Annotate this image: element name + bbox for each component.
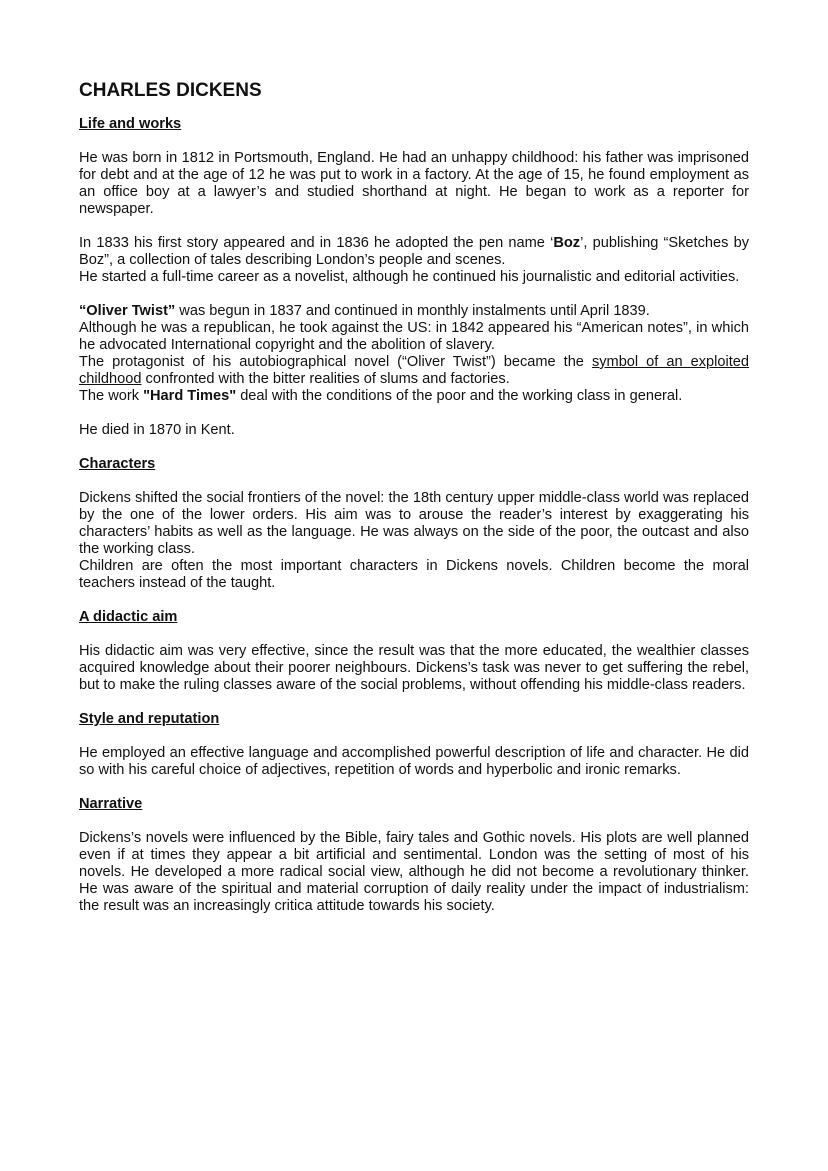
paragraph <box>79 303 749 405</box>
text: The protagonist of his autobiographical novel (“Oliver Twist”) became the <box>79 354 592 370</box>
section-heading: Narrative <box>79 796 143 812</box>
text: The work <box>79 388 144 404</box>
text: Dickens shifted the social frontiers of the novel: the 18th century upper middle-class world was replaced by the one of the lower orders. His aim was to arouse the reader’s interest by exaggerating his characters’ habits as well as the language. He was always on the side of the poor, the outcast and also the working class. <box>79 490 749 557</box>
section-characters <box>79 456 749 592</box>
paragraph: He employed an effective language and accomplished powerful description of life and character. He did so with his careful choice of adjectives, repetition of words and hyperbolic and ironic remarks. <box>79 745 749 778</box>
section-heading: Life and works <box>79 116 182 132</box>
paragraph: Dickens’s novels were influenced by the Bible, fairy tales and Gothic novels. His plots are well planned even if at times they appear a bit artificial and sentimental. London was the setting of most of his novels. He developed a more radical social view, although he did not become a revolutionary thinker. He was aware of the spiritual and material corruption of daily reality under the impact of industrialism: the result was an increasingly critica attitude towards his society. <box>79 830 749 914</box>
text: was begun in 1837 and continued in monthly instalments until April 1839. <box>175 303 650 319</box>
paragraph: He died in 1870 in Kent. <box>79 422 235 438</box>
document-title: CHARLES DICKENS <box>79 80 262 101</box>
document-page <box>79 79 749 932</box>
section-didactic-aim <box>79 609 749 694</box>
paragraph: His didactic aim was very effective, since the result was that the more educated, the wealthier classes acquired knowledge about their poorer neighbours. Dickens’s task was never to get suffering the rebel, but to make the ruling classes aware of the social problems, without offending his middle-class readers. <box>79 643 749 693</box>
text: Although he was a republican, he took against the US: in 1842 appeared his “American notes”, in which he advocated International copyright and the abolition of slavery. <box>79 320 749 353</box>
section-life-and-works <box>79 116 749 439</box>
bold-text: "Hard Times" <box>143 388 237 404</box>
bold-text: “Oliver Twist” <box>79 303 176 319</box>
section-heading: Characters <box>79 456 156 472</box>
text: In 1833 his first story appeared and in 1836 he adopted the pen name ‘ <box>79 235 554 251</box>
section-narrative <box>79 796 749 915</box>
bold-text: Boz <box>553 235 581 251</box>
text: He started a full-time career as a novelist, although he continued his journalistic and editorial activities. <box>79 269 740 285</box>
paragraph <box>79 235 749 286</box>
text: Children are often the most important characters in Dickens novels. Children become the moral teachers instead of the taught. <box>79 558 749 591</box>
paragraph: He was born in 1812 in Portsmouth, England. He had an unhappy childhood: his father was imprisoned for debt and at the age of 12 he was put to work in a factory. At the age of 15, he found employment as an office boy at a lawyer’s and studied shorthand at night. He began to work as a reporter for newspaper. <box>79 150 749 217</box>
underlined-text: symbol of an exploited childhood <box>79 354 749 387</box>
section-heading: Style and reputation <box>79 711 220 727</box>
paragraph <box>79 490 749 592</box>
section-style-and-reputation <box>79 711 749 779</box>
text: confronted with the bitter realities of slums and factories. <box>141 371 510 387</box>
text: ’, publishing “Sketches by Boz”, a collection of tales describing London’s people and scenes. <box>79 235 750 268</box>
section-heading: A didactic aim <box>79 609 178 625</box>
text: deal with the conditions of the poor and the working class in general. <box>236 388 683 404</box>
